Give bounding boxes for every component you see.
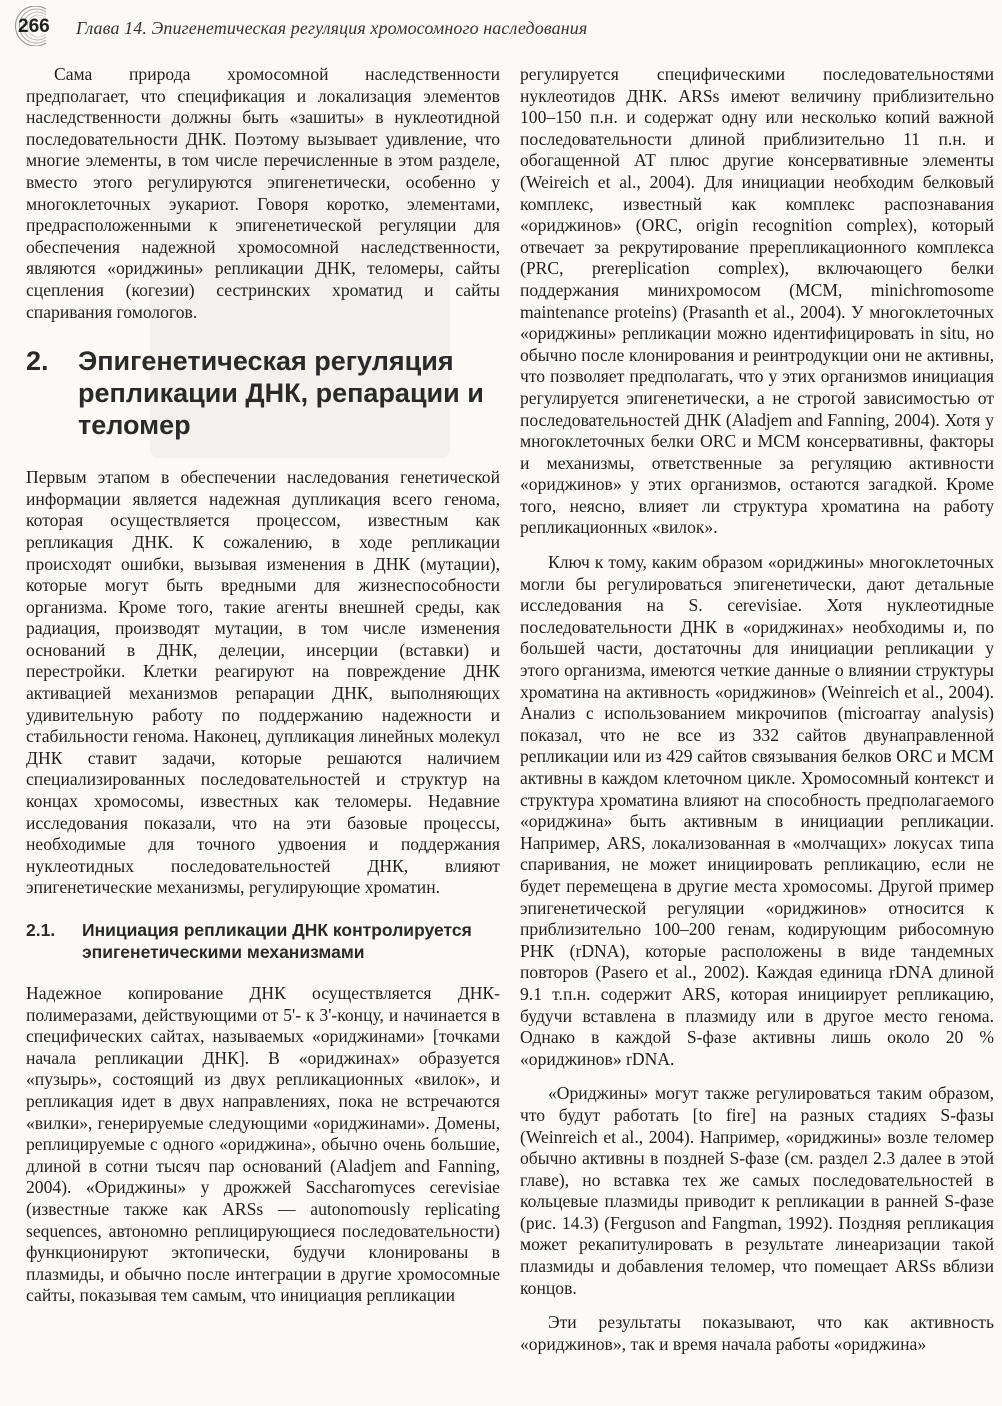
right-column xyxy=(520,64,994,1355)
paragraph: Первым этапом в обеспечении наследования генетической информации является надежная дупликация всего генома, которая осуществляется процессом, известным как репликация ДНК. К сожалению, в ходе репликации происходят ошибки, вызывая изменения в ДНК (мутации), которые могут быть вредными для жизнеспособности организма. Кроме того, такие агенты внешней среды, как радиация, производят мутации, в том числе изменения оснований в ДНК, делеции, инсерции (вставки) и перестройки. Клетки реагируют на повреждение ДНК активацией механизмов репарации ДНК, выполняющих удивительную работу по поддержанию надежности и стабильности генома. Наконец, дупликация линейных молекул ДНК ставит задачи, которые решаются наличием специализированных последовательностей и структур на концах хромосомы, известных как теломеры. Недавние исследования показали, что на эти базовые процессы, необходимые для точного удвоения и поддержания нуклеотидных последовательностей ДНК, влияют эпигенетические механизмы, регулирующие хроматин. xyxy=(26,467,500,898)
page-header xyxy=(6,6,996,46)
paragraph: Сама природа хромосомной наследственности предполагает, что спецификация и локализация элементов наследственности должны быть «зашиты» в нуклеотидной последовательности ДНК. Поэтому вызывает удивление, что многие элементы, в том числе перечисленные в этом разделе, вместо этого регулируются эпигенетически, особенно у многоклеточных эукариот. Говоря коротко, элементами, предрасположенными к эпигенетической регуляции для обеспечения надежной хромосомной наследственности, являются «ориджины» репликации ДНК, теломеры, сайты сцепления (когезии) сестринских хроматид и сайты спаривания гомологов. xyxy=(26,64,500,322)
section-title: Эпигенетическая регуляция репликации ДНК, репарации и теломер xyxy=(78,346,484,441)
paragraph: Эти результаты показывают, что как активность «ориджинов», так и время начала работы «ориджина» xyxy=(520,1312,994,1354)
paragraph: «Ориджины» могут также регулироваться таким образом, что будут работать [to fire] на разных стадиях S-фазы (Weinreich et al., 2004). Например, «ориджины» возле теломер обычно активны в поздней S-фазе (см. раздел 2.3 далее в этой главе), но вставка тех же самых последовательностей в кольцевые плазмиды приводит к репликации в ранней S-фазе (рис. 14.3) (Ferguson and Fangman, 1992). Поздняя репликация может рекапитулировать в результате линеаризации такой плазмиды и добавления теломер, что помещает ARSs вблизи концов. xyxy=(520,1083,994,1298)
subsection-number: 2.1. xyxy=(26,920,56,940)
paragraph: регулируется специфическими последовательностями нуклеотидов ДНК. ARSs имеют величину приблизительно 100–150 п.н. и содержат одну или несколько копий важной последовательности длиной приблизительно 11 п.н. и обогащенной АТ плюс другие консервативные элементы (Weireich et al., 2004). Для инициации необходим белковый комплекс, известный как комплекс распознавания «ориджинов» (ORC, origin recognition complex), который отвечает за рекрутирование пререпликационного комплекса (PRC, prereplication complex), включающего белки поддержания минихромосом (MCM, minichromosome maintenance proteins) (Prasanth et al., 2004). У многоклеточных «ориджины» репликации можно идентифицировать in situ, но обычно после клонирования и реинтродукции они не активны, что позволяет предполагать, что у этих организмов инициация регулируется эпигенетически, а не строгой зависимостью от последовательностей ДНК (Aladjem and Fanning, 2004). Хотя у многоклеточных белки ORC и MCM консервативны, факторы и механизмы, ответственные за регуляцию активности «ориджинов» у этих организмов, остаются загадкой. Кроме того, неясно, влияет ли структура хроматина на работу репликационных «вилок». xyxy=(520,64,994,538)
subsection-heading xyxy=(26,919,500,963)
left-column xyxy=(26,64,500,1307)
page-number: 266 xyxy=(18,16,50,37)
running-head: Глава 14. Эпигенетическая регуляция хромосомного наследования xyxy=(76,18,588,38)
section-heading xyxy=(26,345,500,441)
paragraph: Надежное копирование ДНК осуществляется ДНК-полимеразами, действующими от 5'- к 3'-концу, и начинается в специфических сайтах, называемых «ориджинами» [точками начала репликации ДНК]. В «ориджинах» образуется «пузырь», состоящий из двух репликационных «вилок», и репликация идет в двух направлениях, пока не встречаются «вилки», генерируемые следующими «ориджинами». Домены, реплицируемые с одного «ориджина», обычно очень большие, длиной в сотни тысяч пар оснований (Aladjem and Fanning, 2004). «Ориджины» у дрожжей Saccharomyces cerevisiae (известные также как ARSs — autonomously replicating sequences, автономно реплицирующиеся последовательности) функционируют эктопически, будучи клонированы в плазмиды, и обычно после интеграции в другие хромосомные сайты, показывая тем самым, что инициация репликации xyxy=(26,983,500,1306)
section-number: 2. xyxy=(26,346,49,377)
subsection-title: Инициация репликации ДНК контролируется эпигенетическими механизмами xyxy=(82,920,472,962)
paragraph: Ключ к тому, каким образом «ориджины» многоклеточных могли бы регулироваться эпигенетически, дают детальные исследования на S. cerevisiae. Хотя нуклеотидные последовательности ДНК в «ориджинах» необходимы и, по большей части, достаточны для инициации репликации у этого организма, имеются четкие данные о влиянии структуры хроматина на активность «ориджинов» (Weinreich et al., 2004). Анализ с использованием микрочипов (microarray analysis) показал, что не все из 332 сайтов двунаправленной репликации или из 429 сайтов связывания белков ORC и MCM активны в каждом клеточном цикле. Хромосомный контекст и структура хроматина влияют на способность предполагаемого «ориджина» быть активным в инициации репликации. Например, ARS, локализованная в «молчащих» локусах типа спаривания, не может инициировать репликацию, если не будет перемещена в другие места хромосомы. Другой пример эпигенетической регуляции «ориджинов» относится к приблизительно 100–200 генам, кодирующим рибосомную РНК (rDNA), которые расположены в виде тандемных повторов (Pasero et al., 2002). Каждая единица rDNA длиной 9.1 т.п.н. содержит ARS, которая инициирует репликацию, будучи вставлена в плазмиду или в другое место генома. Однако в каждой S-фазе активны лишь около 20 % «ориджинов» rDNA. xyxy=(520,552,994,1069)
